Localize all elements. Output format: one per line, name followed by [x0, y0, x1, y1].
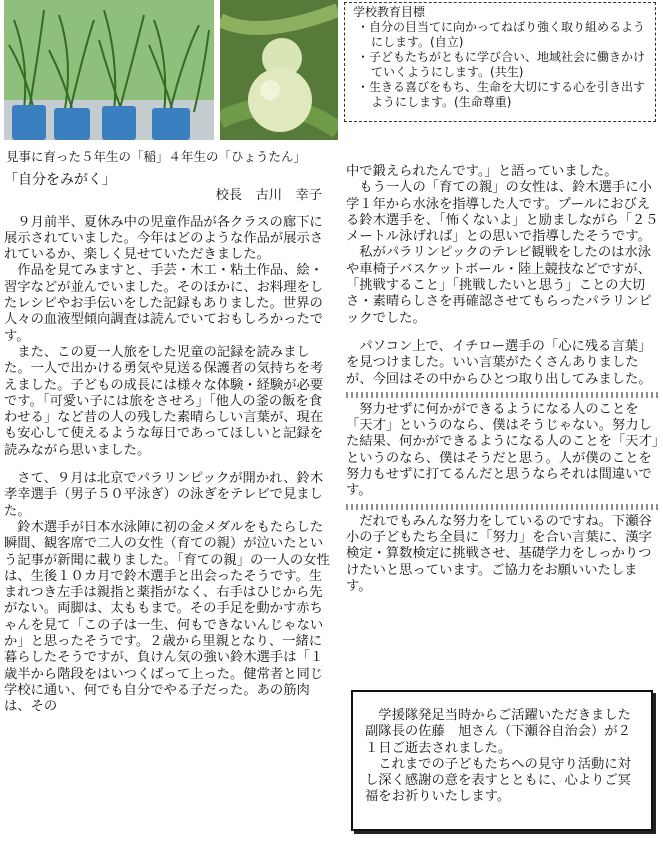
article-paragraph: パソコン上で、イチロー選手の「心に残る言葉」を見つけました。いい言葉がたくさんありましたが、今回はその中からひとつ取り出してみました。 — [346, 338, 652, 387]
school-goal-item: ・自分の目当てに向かってねばり強く取り組めるようにします。(自立) — [357, 20, 646, 49]
article-left-column — [4, 172, 332, 716]
article-paragraph: また、この夏一人旅をした児童の記録を読みました。一人で出かける勇気や見送る保護者の気持ちを考えました。子どもの成長には様々な体験・経験が必要です。「可愛い子には旅をさせろ」「他人の釜の飯を食わせる」など昔の人の残した素晴らしい言葉が、現在も安心して使えるような毎日であってほしいと記録を読みながら思いました。 — [4, 344, 324, 458]
school-goals-title: 学校教育目標 — [353, 5, 426, 19]
notice-paragraph: 学援隊発足当時からご活躍いただきました副隊長の佐藤 旭さん（下瀬谷自治会）が２１日ご逝去されました。 — [365, 708, 631, 756]
article-paragraph: 作品を見てみますと、手芸・木工・粘土作品、絵・習字などが並んでいました。そのほかに、お料理をしたレシピやお手伝いをした記録もありました。世界の人々の血液型傾向調査は読んでいておもしろかったです。 — [4, 263, 324, 344]
notice-paragraph: これまでの子どもたちへの見守り活動に対し深く感謝の意を表すとともに、心よりご冥福をお祈りいたします。 — [365, 756, 631, 805]
school-goals-box — [344, 2, 656, 122]
article-paragraph: さて、９月は北京でパラリンピックが開かれ、鈴木孝幸選手（男子５０平泳ぎ）の泳ぎをテレビで見ました。 — [4, 471, 324, 519]
photo-caption: 見事に育った５年生の「稲」４年生の「ひょうたん」 — [6, 149, 307, 164]
article-right-column — [346, 164, 660, 595]
article-title: 「自分をみがく」 — [4, 172, 116, 188]
article-paragraph: 私がパラリンピックのテレビ観戦をしたのは水泳や車椅子バスケットボール・陸上競技などですが、「挑戦すること」「挑戦したいと思う」ことの大切さ・素晴らしさを再確認させてもらったパラリンピックでした。 — [346, 245, 652, 326]
school-goal-item: ・生きる喜びをもち、生命を大切にする心を引き出すようにします。(生命尊重) — [357, 80, 646, 109]
quote-divider-top — [346, 392, 660, 398]
article-author: 校長 古川 幸子 — [215, 188, 322, 204]
article-paragraph: 中で鍛えられたんです。」と語っていました。 — [346, 164, 618, 179]
ichiro-quote: 努力せずに何かができるようになる人のことを「天才」というのなら、僕はそうじゃない。努力した結果、何かができるようになる人のことを「天才」というのなら、僕はそうだと思う。人が僕のことを努力もせずに打てるんだと思うならそれは間違いです。 — [346, 401, 659, 499]
school-goal-item: ・子どもたちがともに学び合い、地域社会に働きかけていくようにします。(共生) — [357, 50, 646, 79]
quote-divider-bottom — [346, 504, 660, 510]
article-paragraph: 鈴木選手が日本水泳陣に初の金メダルをもたらした瞬間、観客席で二人の女性（育ての親）が泣いたという記事が新聞に載りました。「育ての親」の一人の女性は、生後１０カ月で鈴木選手と出会ったそうです。生まれつき左手は親指と薬指がなく、右手はひじから先がない。両脚は、太ももまで。その手足を動かす赤ちゃんを見て「この子は一生、何もできないんじゃないか」と思ったそうです。２歳から里親となり、一緒に暮らしたそうですが、負けん気の強い鈴木選手は「１歳半から階段をはいつくばって上った。健常者と同じ学校に通い、何でも自分でやる子だった。あの筋肉は、その — [4, 519, 330, 715]
rice-photo — [4, 0, 214, 140]
gourd-image — [220, 0, 338, 140]
article-paragraph: ９月前半、夏休み中の児童作品が各クラスの廊下に展示されていました。今年はどのような作品が展示されているか、楽しく見せていただきました。 — [4, 214, 324, 263]
condolence-notice-box — [351, 690, 653, 831]
article-paragraph: もう一人の「育ての親」の女性は、鈴木選手に小学１年から水泳を指導した人です。プールにおびえる鈴木選手を、「怖くないよ」と励ましながら「２５メートル泳げれば」との思いで指導したそうです。 — [346, 180, 659, 245]
gourd-photo — [220, 0, 338, 140]
rice-plants-image — [4, 0, 214, 140]
closing-paragraph: だれでもみんな努力をしているのですね。下瀬谷小の子どもたち全員に「努力」を合い言葉に、漢字検定・算数検定に挑戦させ、基礎学力をしっかりつけたいと思っています。ご協力をお願いいたします。 — [346, 513, 652, 594]
